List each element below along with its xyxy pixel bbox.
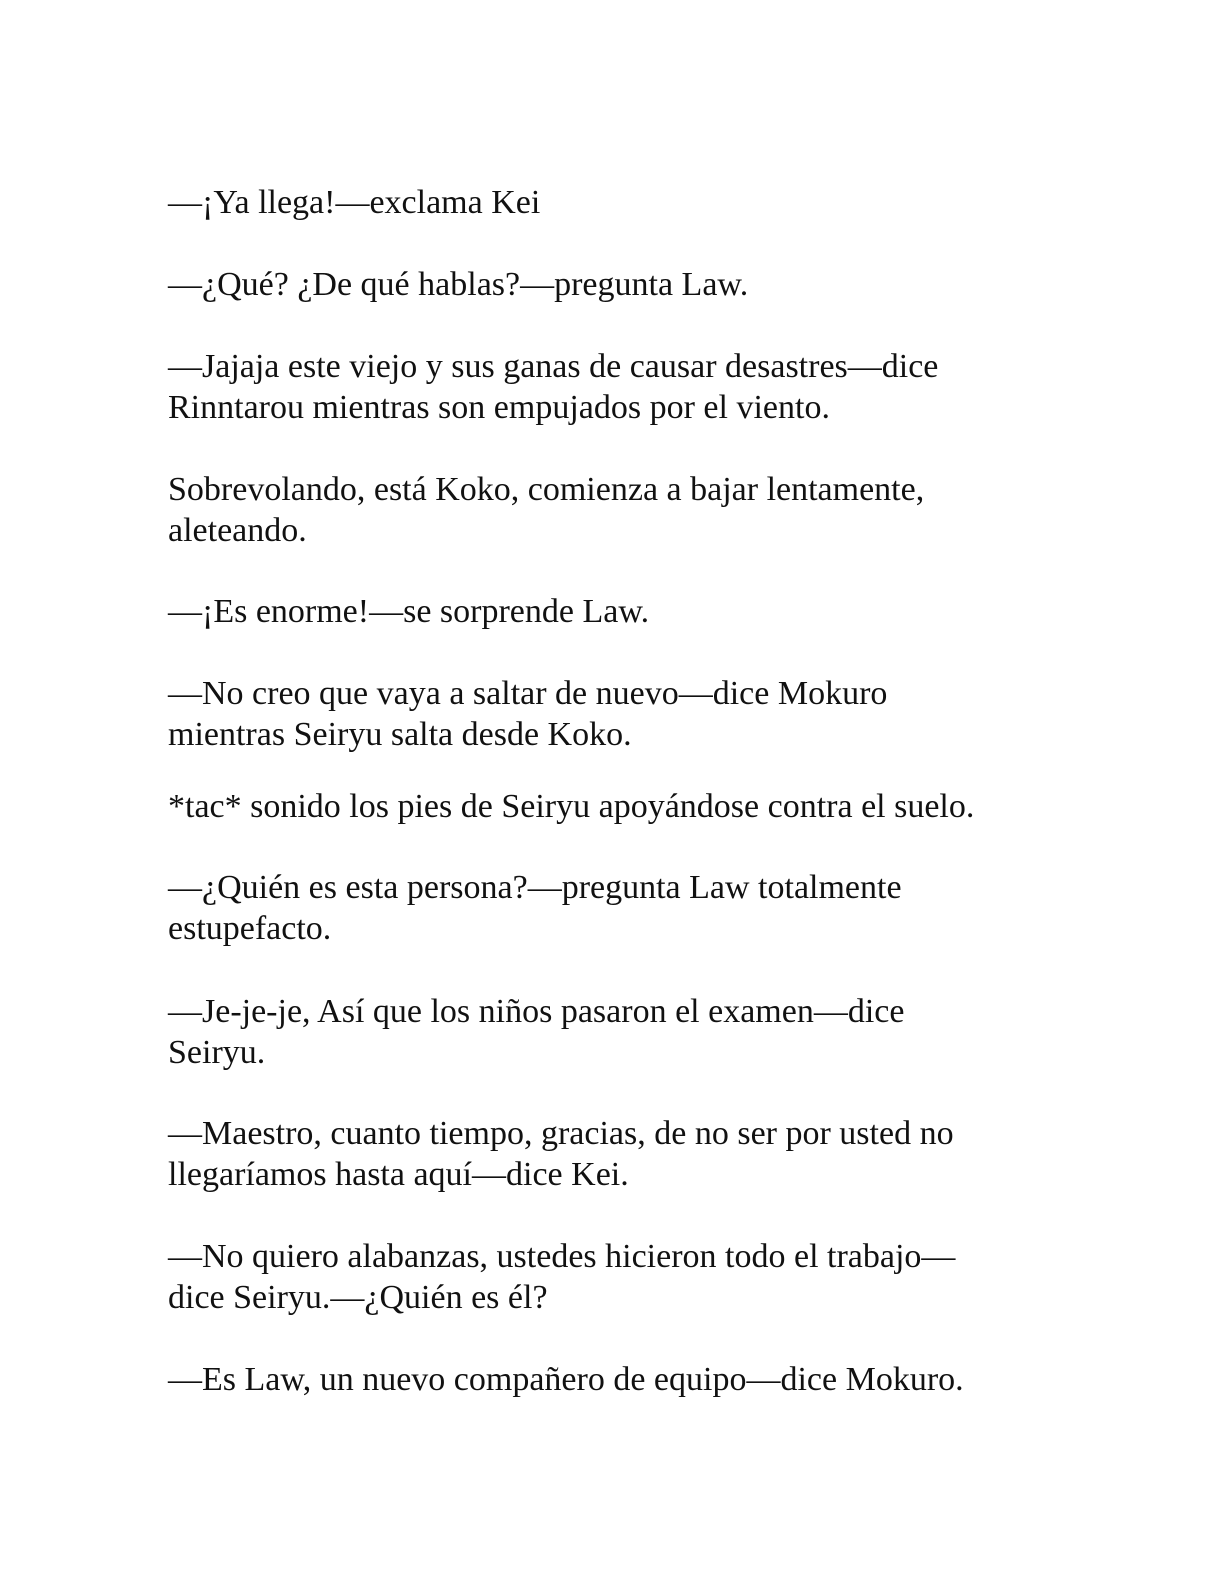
paragraph-2: —¿Qué? ¿De qué hablas?—pregunta Law. [168,266,749,303]
paragraph-5: —¡Es enorme!—se sorprende Law. [168,593,650,630]
paragraph-1: —¡Ya llega!—exclama Kei [168,184,541,221]
paragraph-4: Sobrevolando, está Koko, comienza a bajar lentamente, aleteando. [168,471,925,549]
paragraph-12: —Es Law, un nuevo compañero de equipo—dice Mokuro. [168,1361,964,1398]
paragraph-8: —¿Quién es esta persona?—pregunta Law totalmente estupefacto. [168,869,902,947]
paragraph-9: —Je-je-je, Así que los niños pasaron el examen—dice Seiryu. [168,993,905,1071]
paragraph-7: *tac* sonido los pies de Seiryu apoyándose contra el suelo. [168,788,975,825]
paragraph-11: —No quiero alabanzas, ustedes hicieron todo el trabajo— dice Seiryu.—¿Quién es él? [168,1238,956,1316]
paragraph-6: —No creo que vaya a saltar de nuevo—dice Mokuro mientras Seiryu salta desde Koko. [168,675,888,753]
paragraph-10: —Maestro, cuanto tiempo, gracias, de no ser por usted no llegaríamos hasta aquí—dice Kei. [168,1115,954,1193]
paragraph-3: —Jajaja este viejo y sus ganas de causar desastres—dice Rinntarou mientras son empujados por el viento. [168,348,939,426]
